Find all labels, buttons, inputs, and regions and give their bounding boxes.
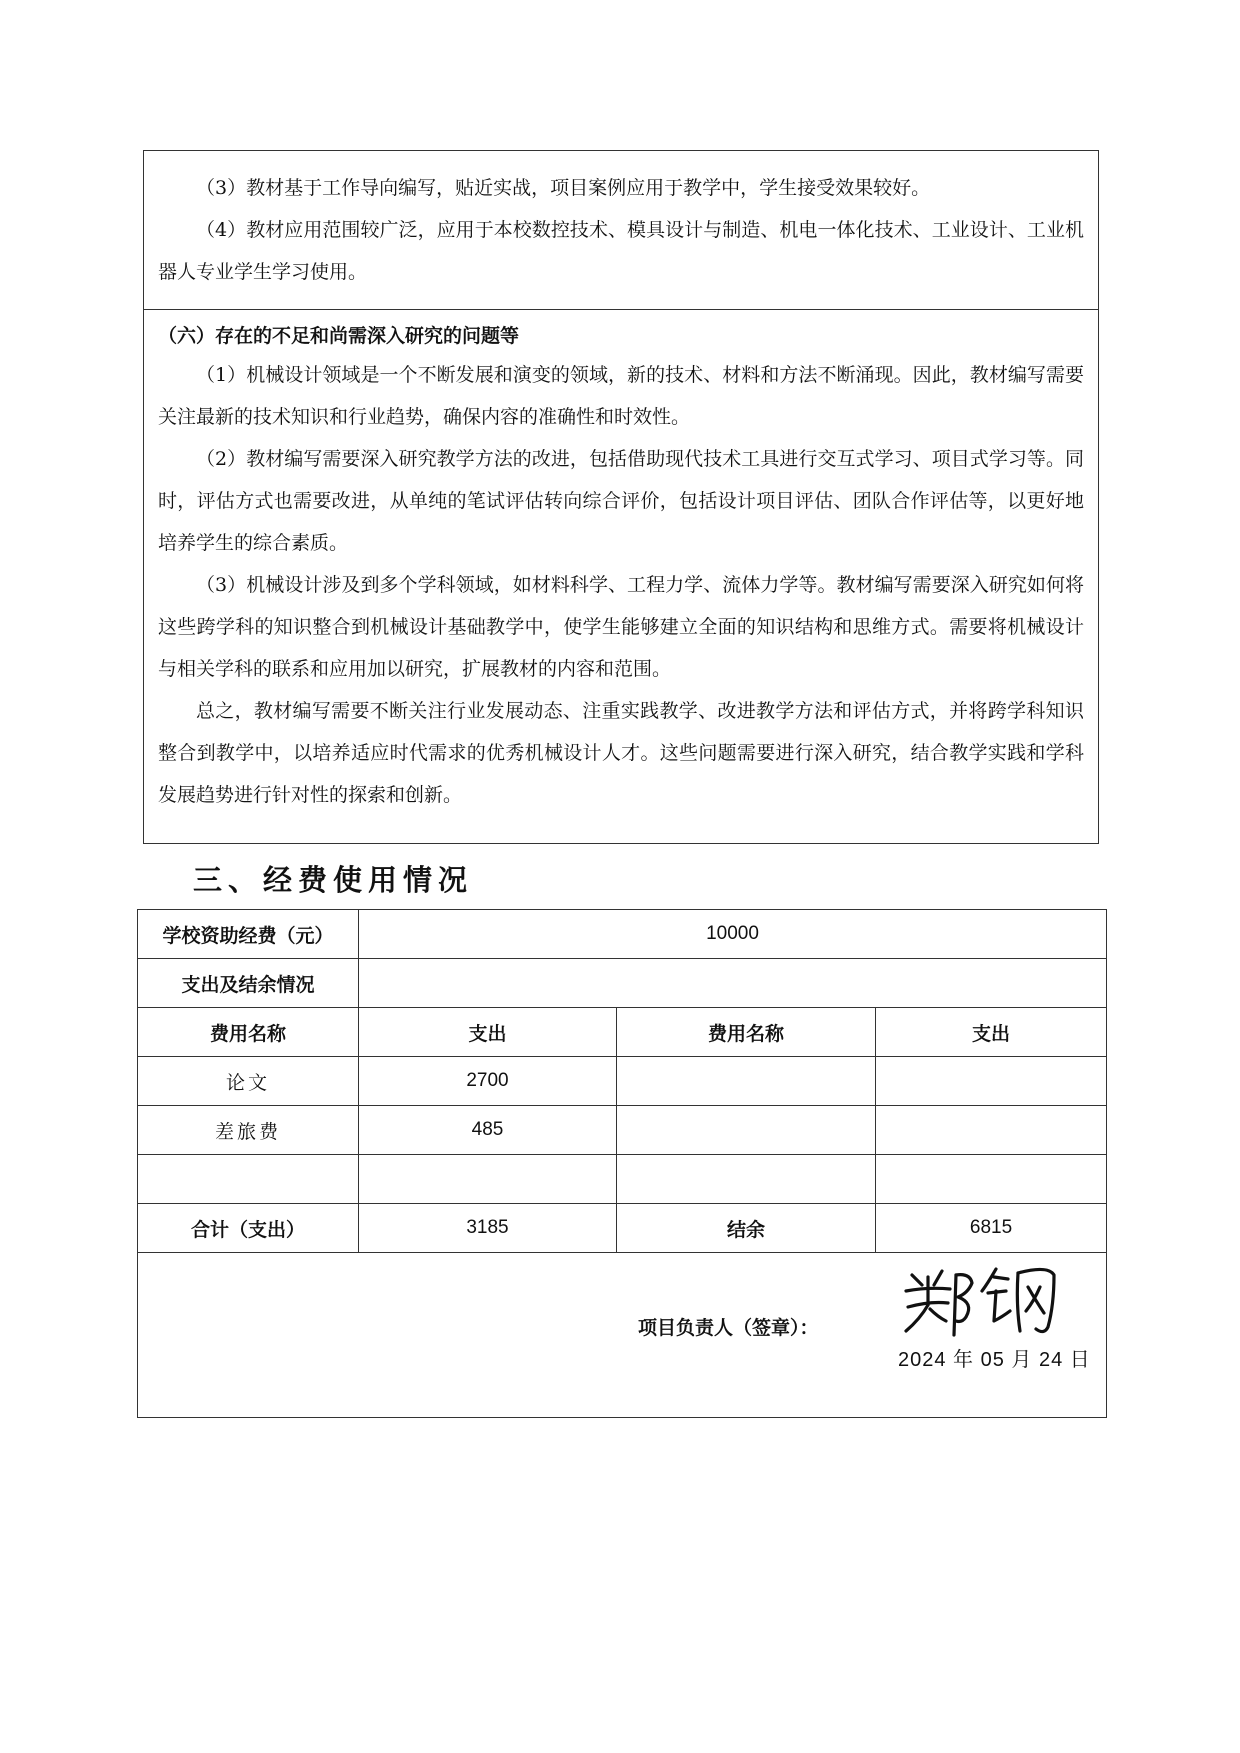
section5-para-3: （3）教材基于工作导向编写，贴近实战，项目案例应用于教学中，学生接受效果较好。 [196,177,931,199]
expense-amount2-cell [876,1057,1107,1106]
col-name-2: 费用名称 [617,1008,876,1057]
col-amount-2: 支出 [876,1008,1107,1057]
section6-para-4: 总之，教材编写需要不断关注行业发展动态、注重实践教学、改进教学方法和评估方式，并将跨学科知识整合到教学中，以培养适应时代需求的优秀机械设计人才。这些问题需要进行深入研究，结合教学实践和学科发展趋势进行针对性的探索和创新。 [158,700,1084,806]
expense-name2-cell [617,1057,876,1106]
expense-name-cell: 论文 [138,1057,359,1106]
expense-name2-cell [617,1155,876,1204]
funding-value: 10000 [359,910,1107,959]
table-row [138,1057,1107,1106]
expense-value [359,959,1107,1008]
funding-row [138,910,1107,959]
signature-label: 项目负责人（签章）： [638,1317,819,1339]
balance-label: 结余 [617,1204,876,1253]
fee-table [137,909,1107,1418]
balance-value: 6815 [876,1204,1107,1253]
section6-para-2: （2）教材编写需要深入研究教学方法的改进，包括借助现代技术工具进行交互式学习、项目式学习等。同时，评估方式也需要改进，从单纯的笔试评估转向综合评价，包括设计项目评估、团队合作评估等，以更好地培养学生的综合素质。 [158,448,1084,554]
section6-box [143,309,1099,844]
col-amount-1: 支出 [359,1008,617,1057]
section3-title: 三、经费使用情况 [193,863,474,897]
signature-date: 2024 年 05 月 24 日 [898,1349,1091,1371]
expense-row [138,959,1107,1008]
header-row [138,1008,1107,1057]
funding-label: 学校资助经费（元） [138,910,359,959]
expense-label: 支出及结余情况 [138,959,359,1008]
expense-name2-cell [617,1106,876,1155]
total-row [138,1204,1107,1253]
section6-para-1: （1）机械设计领域是一个不断发展和演变的领域，新的技术、材料和方法不断涌现。因此，教材编写需要关注最新的技术知识和行业趋势，确保内容的准确性和时效性。 [158,364,1084,428]
section5-tail-box [143,150,1099,310]
section5-para-4: （4）教材应用范围较广泛，应用于本校数控技术、模具设计与制造、机电一体化技术、工业设计、工业机器人专业学生学习使用。 [158,219,1084,283]
expense-amount-cell [359,1155,617,1204]
handwritten-signature [898,1261,1068,1339]
expense-amount-cell: 2700 [359,1057,617,1106]
col-name-1: 费用名称 [138,1008,359,1057]
section6-heading: （六）存在的不足和尚需深入研究的问题等 [158,325,520,347]
expense-name-cell [138,1155,359,1204]
total-value: 3185 [359,1204,617,1253]
signature-cell [138,1253,1107,1418]
section6-para-3: （3）机械设计涉及到多个学科领域，如材料科学、工程力学、流体力学等。教材编写需要深入研究如何将这些跨学科的知识整合到机械设计基础教学中，使学生能够建立全面的知识结构和思维方式。需要将机械设计与相关学科的联系和应用加以研究，扩展教材的内容和范围。 [158,574,1084,680]
signature-row [138,1253,1107,1418]
table-row [138,1155,1107,1204]
expense-amount-cell: 485 [359,1106,617,1155]
total-label: 合计（支出） [138,1204,359,1253]
expense-amount2-cell [876,1106,1107,1155]
expense-amount2-cell [876,1155,1107,1204]
table-row [138,1106,1107,1155]
expense-name-cell: 差旅费 [138,1106,359,1155]
